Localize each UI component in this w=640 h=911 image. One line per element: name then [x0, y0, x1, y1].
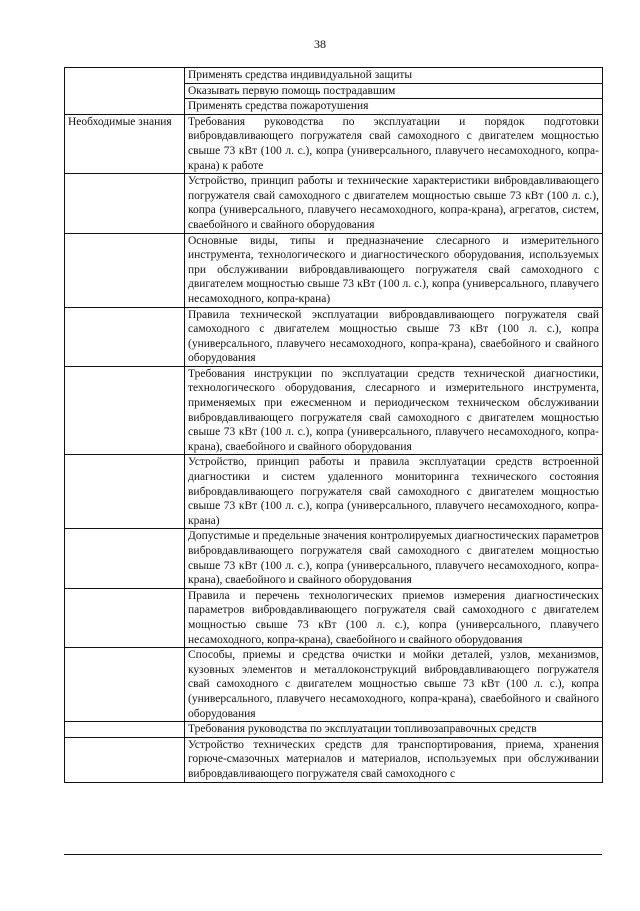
- section-label-spacer: [65, 648, 185, 722]
- knowledge-cell: Устройство, принцип работы и правила эксплуатации средств встроенной диагностики и систем удаленного мониторинга технического состояния вибровдавливающего погружателя свай самоходного с двигателем мощностью свыше 73 кВт (100 л. с.), копра (универсального, плавучего несамоходного, копра-крана): [185, 455, 603, 529]
- knowledge-cell: Требования руководства по эксплуатации и порядок подготовки вибровдавливающего погружателя свай самоходного с двигателем мощностью свыше 73 кВт (100 л. с.), копра (универсального, плавучего несамоходного, копра-крана) к работе: [185, 114, 603, 173]
- page-bottom-rule: [64, 854, 602, 855]
- table-row: [65, 529, 603, 588]
- section-label-spacer: [65, 174, 185, 233]
- knowledge-cell: Допустимые и предельные значения контролируемых диагностических параметров вибровдавливающего погружателя свай самоходного с двигателем мощностью свыше 73 кВт (100 л. с.), копра (универсального, плавучего несамоходного, копра-крана), сваебойного и свайного оборудования: [185, 529, 603, 588]
- knowledge-cell: Требования инструкции по эксплуатации средств технической диагностики, технологического оборудования, слесарного и измерительного инструмента, применяемых при ежесменном и периодическом техническом обслуживании вибровдавливающего погружателя свай самоходного с двигателем мощностью свыше 73 кВт (100 л. с.), копра (универсального, плавучего несамоходного, копра-крана), сваебойного и свайного оборудования: [185, 366, 603, 455]
- knowledge-cell: Основные виды, типы и предназначение слесарного и измерительного инструмента, технологического и диагностического оборудования, используемых при обслуживании вибровдавливающего погружателя свай самоходного с двигателем мощностью свыше 73 кВт (100 л. с.), копра (универсального, плавучего несамоходного, копра-крана): [185, 233, 603, 307]
- skill-cell: Оказывать первую помощь пострадавшим: [185, 83, 603, 99]
- page-number: 38: [314, 37, 326, 51]
- table-row: [65, 648, 603, 722]
- section-label-spacer: [65, 307, 185, 366]
- table-row: [65, 68, 603, 84]
- labor-functions-table: [64, 67, 603, 783]
- section-label-spacer: [65, 737, 185, 782]
- section-label-spacer: [65, 529, 185, 588]
- table-row: [65, 307, 603, 366]
- table-row: [65, 455, 603, 529]
- section-label-spacer: [65, 366, 185, 455]
- knowledge-cell: Правила и перечень технологических приемов измерения диагностических параметров вибровдавливающего погружателя свай самоходного с двигателем мощностью свыше 73 кВт (100 л. с.), копра (универсального, плавучего несамоходного, копра-крана), сваебойного и свайного оборудования: [185, 588, 603, 647]
- table-row: [65, 737, 603, 782]
- skill-cell: Применять средства пожаротушения: [185, 99, 603, 115]
- knowledge-cell: Требования руководства по эксплуатации топливозаправочных средств: [185, 722, 603, 738]
- knowledge-cell: Правила технической эксплуатации вибровдавливающего погружателя свай самоходного с двигателем мощностью свыше 73 кВт (100 л. с.), копра (универсального, плавучего несамоходного, копра-крана), сваебойного и свайного оборудования: [185, 307, 603, 366]
- knowledge-cell: Способы, приемы и средства очистки и мойки деталей, узлов, механизмов, кузовных элементов и металлоконструкций вибровдавливающего погружателя свай самоходного с двигателем мощностью свыше 73 кВт (100 л. с.), копра (универсального, плавучего несамоходного, копра-крана), сваебойного и свайного оборудования: [185, 648, 603, 722]
- previous-section-label-cell: [65, 68, 185, 115]
- table-row: [65, 722, 603, 738]
- knowledge-cell: Устройство технических средств для транспортирования, приема, хранения горюче-смазочных материалов и материалов, используемых при обслуживании вибровдавливающего погружателя свай самоходного с: [185, 737, 603, 782]
- table-row: [65, 114, 603, 173]
- section-label-spacer: [65, 722, 185, 738]
- knowledge-cell: Устройство, принцип работы и технические характеристики вибровдавливающего погружателя свай самоходного с двигателем мощностью свыше 73 кВт (100 л. с.), копра (универсального, плавучего несамоходного, копра-крана), агрегатов, систем, сваебойного и свайного оборудования: [185, 174, 603, 233]
- section-label-knowledge: Необходимые знания: [65, 114, 185, 173]
- section-label-spacer: [65, 588, 185, 647]
- table-row: [65, 366, 603, 455]
- table-row: [65, 588, 603, 647]
- skill-cell: Применять средства индивидуальной защиты: [185, 68, 603, 84]
- table-row: [65, 233, 603, 307]
- section-label-spacer: [65, 233, 185, 307]
- table-row: [65, 174, 603, 233]
- section-label-spacer: [65, 455, 185, 529]
